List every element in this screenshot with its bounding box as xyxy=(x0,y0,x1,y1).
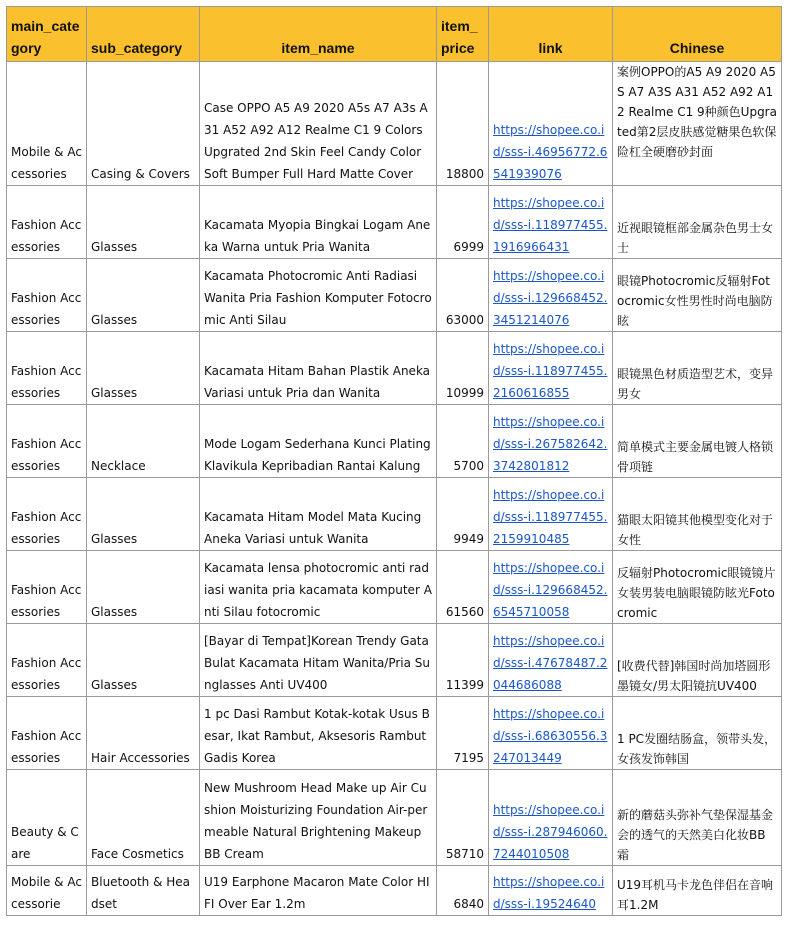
item-price-cell[interactable]: 7195 xyxy=(437,697,489,770)
sub-category-cell[interactable]: Glasses xyxy=(87,186,200,259)
main-category-cell[interactable]: Fashion Accessories xyxy=(7,478,87,551)
main-category-cell[interactable]: Fashion Accessories xyxy=(7,697,87,770)
table-row xyxy=(7,770,782,866)
product-link[interactable]: https://shopee.co.id/sss-i.267582642.3742801812 xyxy=(493,415,608,473)
item-name-cell[interactable]: Kacamata Myopia Bingkai Logam Aneka Warna untuk Pria Wanita xyxy=(200,186,437,259)
product-link[interactable]: https://shopee.co.id/sss-i.118977455.2159910485 xyxy=(493,488,608,546)
main-category-cell[interactable]: Fashion Accessories xyxy=(7,405,87,478)
item-name-cell[interactable]: New Mushroom Head Make up Air Cushion Moisturizing Foundation Air-permeable Natural Brightening Makeup BB Cream xyxy=(200,770,437,866)
link-cell[interactable] xyxy=(489,551,613,624)
product-link[interactable]: https://shopee.co.id/sss-i.118977455.2160616855 xyxy=(493,342,608,400)
sub-category-cell[interactable]: Glasses xyxy=(87,332,200,405)
header-item-price[interactable]: item_price xyxy=(437,7,489,62)
sub-category-cell[interactable]: Bluetooth & Headset xyxy=(87,866,200,916)
link-cell[interactable] xyxy=(489,624,613,697)
main-category-cell[interactable]: Fashion Accessories xyxy=(7,551,87,624)
item-name-cell[interactable]: [Bayar di Tempat]Korean Trendy Gata Bulat Kacamata Hitam Wanita/Pria Sunglasses Anti UV400 xyxy=(200,624,437,697)
item-price-cell[interactable]: 10999 xyxy=(437,332,489,405)
link-cell[interactable] xyxy=(489,770,613,866)
main-category-cell[interactable]: Fashion Accessories xyxy=(7,624,87,697)
item-price-cell[interactable]: 9949 xyxy=(437,478,489,551)
table-row xyxy=(7,866,782,916)
item-price-cell[interactable]: 61560 xyxy=(437,551,489,624)
main-category-cell[interactable]: Mobile & Accessories xyxy=(7,62,87,186)
product-link[interactable]: https://shopee.co.id/sss-i.118977455.1916966431 xyxy=(493,196,608,254)
table-row xyxy=(7,405,782,478)
chinese-cell[interactable]: 1 PC发圈结肠盒，领带头发，女孩发饰韩国 xyxy=(613,697,782,770)
link-cell[interactable] xyxy=(489,478,613,551)
item-price-cell[interactable]: 5700 xyxy=(437,405,489,478)
product-link[interactable]: https://shopee.co.id/sss-i.129668452.6545710058 xyxy=(493,561,608,619)
chinese-cell[interactable]: 猫眼太阳镜其他模型变化对于女性 xyxy=(613,478,782,551)
item-price-cell[interactable]: 18800 xyxy=(437,62,489,186)
item-name-cell[interactable]: Kacamata Photocromic Anti Radiasi Wanita Pria Fashion Komputer Fotocromic Anti Silau xyxy=(200,259,437,332)
header-sub-category[interactable]: sub_category xyxy=(87,7,200,62)
product-link[interactable]: https://shopee.co.id/sss-i.19524640 xyxy=(493,875,605,911)
header-chinese[interactable]: Chinese xyxy=(613,7,782,62)
sub-category-cell[interactable]: Glasses xyxy=(87,259,200,332)
main-category-cell[interactable]: Fashion Accessories xyxy=(7,332,87,405)
main-category-cell[interactable]: Fashion Accessories xyxy=(7,259,87,332)
item-price-cell[interactable]: 11399 xyxy=(437,624,489,697)
chinese-cell[interactable]: 案例OPPO的A5 A9 2020 A5S A7 A3S A31 A52 A92 A12 Realme C1 9种颜色Upgrated第2层皮肤感觉糖果色软保险杠全硬磨砂封面 xyxy=(613,62,782,186)
chinese-cell[interactable]: 眼镜黑色材质造型艺术，变异男女 xyxy=(613,332,782,405)
link-cell[interactable] xyxy=(489,332,613,405)
sub-category-cell[interactable]: Glasses xyxy=(87,624,200,697)
sub-category-cell[interactable]: Casing & Covers xyxy=(87,62,200,186)
item-name-cell[interactable]: Case OPPO A5 A9 2020 A5s A7 A3s A31 A52 A92 A12 Realme C1 9 Colors Upgrated 2nd Skin Feel Candy Color Soft Bumper Full Hard Matte Cover xyxy=(200,62,437,186)
link-cell[interactable] xyxy=(489,866,613,916)
table-row xyxy=(7,332,782,405)
link-cell[interactable] xyxy=(489,62,613,186)
sub-category-cell[interactable]: Glasses xyxy=(87,478,200,551)
table-row xyxy=(7,62,782,186)
header-item-name[interactable]: item_name xyxy=(200,7,437,62)
sub-category-cell[interactable]: Hair Accessories xyxy=(87,697,200,770)
product-link[interactable]: https://shopee.co.id/sss-i.68630556.3247013449 xyxy=(493,707,608,765)
product-link[interactable]: https://shopee.co.id/sss-i.129668452.3451214076 xyxy=(493,269,608,327)
table-row xyxy=(7,551,782,624)
item-price-cell[interactable]: 6999 xyxy=(437,186,489,259)
product-link[interactable]: https://shopee.co.id/sss-i.47678487.2044686088 xyxy=(493,634,608,692)
product-link[interactable]: https://shopee.co.id/sss-i.46956772.6541939076 xyxy=(493,123,608,181)
item-name-cell[interactable]: Kacamata Hitam Model Mata Kucing Aneka Variasi untuk Wanita xyxy=(200,478,437,551)
main-category-cell[interactable]: Beauty & Care xyxy=(7,770,87,866)
chinese-cell[interactable]: [收费代替]韩国时尚加塔圆形墨镜女/男太阳镜抗UV400 xyxy=(613,624,782,697)
chinese-cell[interactable]: 反辐射Photocromic眼镜镜片女装男装电脑眼镜防眩光Fotocromic xyxy=(613,551,782,624)
main-category-cell[interactable]: Fashion Accessories xyxy=(7,186,87,259)
table-row xyxy=(7,697,782,770)
sub-category-cell[interactable]: Necklace xyxy=(87,405,200,478)
item-price-cell[interactable]: 6840 xyxy=(437,866,489,916)
chinese-cell[interactable]: 近视眼镜框部金属杂色男士女士 xyxy=(613,186,782,259)
link-cell[interactable] xyxy=(489,259,613,332)
header-link[interactable]: link xyxy=(489,7,613,62)
spreadsheet-table xyxy=(6,6,782,916)
header-main-category[interactable]: main_category xyxy=(7,7,87,62)
chinese-cell[interactable]: 眼镜Photocromic反辐射Fotocromic女性男性时尚电脑防眩 xyxy=(613,259,782,332)
table-row xyxy=(7,478,782,551)
table-row xyxy=(7,624,782,697)
item-name-cell[interactable]: U19 Earphone Macaron Mate Color HIFI Over Ear 1.2m xyxy=(200,866,437,916)
item-price-cell[interactable]: 58710 xyxy=(437,770,489,866)
header-row xyxy=(7,7,782,62)
link-cell[interactable] xyxy=(489,405,613,478)
main-category-cell[interactable]: Mobile & Accessorie xyxy=(7,866,87,916)
chinese-cell[interactable]: U19耳机马卡龙色伴侣在音响耳1.2M xyxy=(613,866,782,916)
chinese-cell[interactable]: 新的蘑菇头弥补气垫保湿基金会的透气的天然美白化妆BB霜 xyxy=(613,770,782,866)
item-name-cell[interactable]: 1 pc Dasi Rambut Kotak-kotak Usus Besar, Ikat Rambut, Aksesoris Rambut Gadis Korea xyxy=(200,697,437,770)
table-row xyxy=(7,186,782,259)
item-name-cell[interactable]: Kacamata lensa photocromic anti radiasi wanita pria kacamata komputer Anti Silau fotocromic xyxy=(200,551,437,624)
item-name-cell[interactable]: Kacamata Hitam Bahan Plastik Aneka Variasi untuk Pria dan Wanita xyxy=(200,332,437,405)
chinese-cell[interactable]: 简单模式主要金属电镀人格锁骨项链 xyxy=(613,405,782,478)
link-cell[interactable] xyxy=(489,186,613,259)
item-price-cell[interactable]: 63000 xyxy=(437,259,489,332)
item-name-cell[interactable]: Mode Logam Sederhana Kunci Plating Klavikula Kepribadian Rantai Kalung xyxy=(200,405,437,478)
product-link[interactable]: https://shopee.co.id/sss-i.287946060.7244010508 xyxy=(493,803,608,861)
table-row xyxy=(7,259,782,332)
sub-category-cell[interactable]: Face Cosmetics xyxy=(87,770,200,866)
link-cell[interactable] xyxy=(489,697,613,770)
sub-category-cell[interactable]: Glasses xyxy=(87,551,200,624)
